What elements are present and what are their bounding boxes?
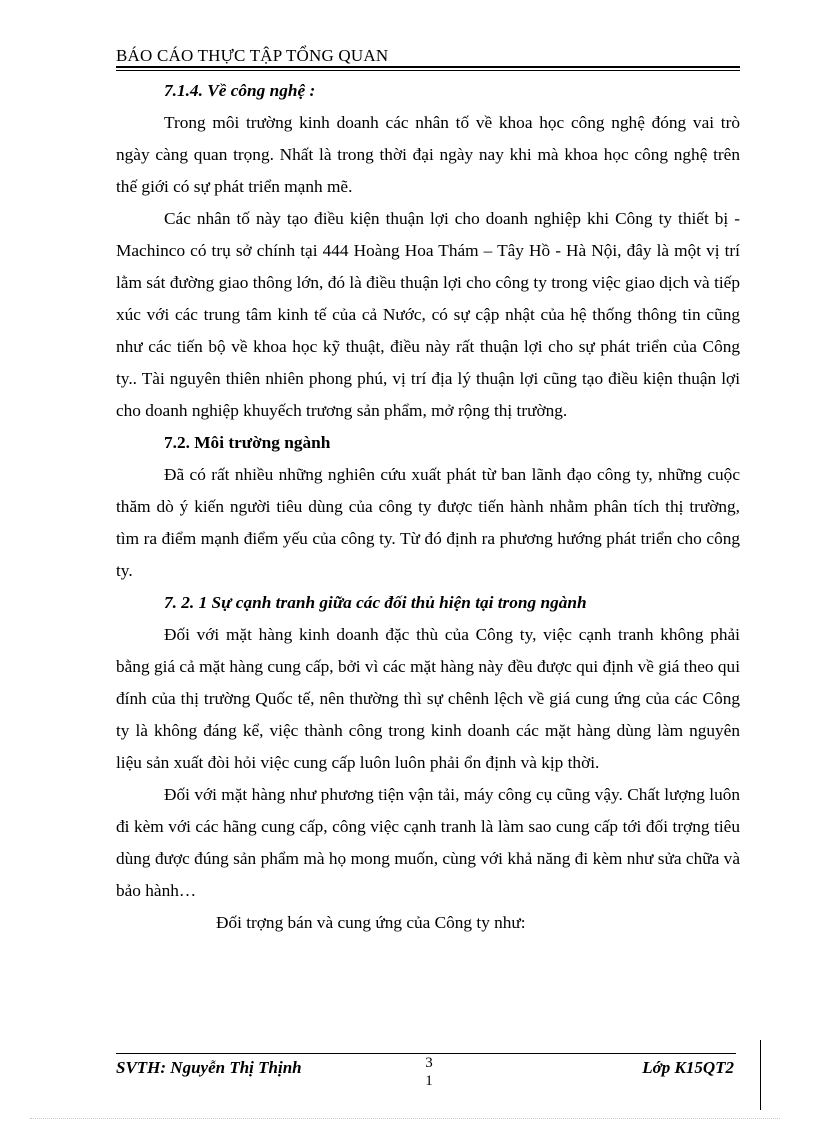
paragraph-technology-location: Các nhân tố này tạo điều kiện thuận lợi cho doanh nghiệp khi Công ty thiết bị - Machinco có trụ sở chính tại 444 Hoàng Hoa Thám – Tây Hồ - Hà Nội, đây là một vị trí lằm sát đường giao thông lớn, đó là điều thuận lợi cho công ty trong việc giao dịch và tiếp xúc với các trung tâm kinh tế của cả Nước, có sự cập nhật của hệ thống thông tin cũng như các tiến bộ về khoa học kỹ thuật, điều này rất thuận lợi cho sự phát triển của Công ty.. Tài nguyên thiên nhiên phong phú, vị trí địa lý thuận lợi cũng tạo điều kiện thuận lợi cho doanh nghiệp khuyếch trương sản phẩm, mở rộng thị trường. bbox=[116, 209, 740, 420]
page-margin-line bbox=[760, 1040, 761, 1110]
paragraph-competition-goods: Đối với mặt hàng kinh doanh đặc thù của Công ty, việc cạnh tranh không phải bằng giá cả mặt hàng cung cấp, bởi vì các mặt hàng này đều được qui định về giá theo qui đính của thị trường Quốc tế, nên thường thì sự chênh lệch về giá cung ứng của các Công ty là không đáng kể, việc thành công trong kinh doanh các mặt hàng dùng làm nguyên liệu sản xuất đòi hỏi việc cung cấp luôn luôn phải ổn định và kịp thời. bbox=[116, 625, 740, 772]
paragraph-industry-research: Đã có rất nhiều những nghiên cứu xuất phát từ ban lãnh đạo công ty, những cuộc thăm dò ý kiến người tiêu dùng của công ty được tiến hành nhằm phân tích thị trường, tìm ra điểm mạnh điểm yếu của công ty. Từ đó định ra phương hướng phát triển cho công ty. bbox=[116, 465, 740, 580]
page-header-title: BÁO CÁO THỰC TẬP TỔNG QUAN bbox=[116, 46, 389, 65]
document-body bbox=[116, 75, 740, 939]
section-heading-competition: 7. 2. 1 Sự cạnh tranh giữa các đối thủ hiện tại trong ngành bbox=[164, 593, 587, 612]
paragraph-technology-intro: Trong môi trường kinh doanh các nhân tố về khoa học công nghệ đóng vai trò ngày càng quan trọng. Nhất là trong thời đại ngày nay khi mà khoa học công nghệ trên thế giới có sự phát triển mạnh mẽ. bbox=[116, 113, 740, 196]
section-heading-industry-environment: 7.2. Môi trường ngành bbox=[164, 433, 331, 452]
paragraph-customers-intro: Đối trợng bán và cung ứng của Công ty như: bbox=[216, 913, 526, 932]
footer-page-number bbox=[418, 1054, 440, 1090]
page-bottom-dotted-border bbox=[30, 1118, 780, 1119]
footer-student-name: SVTH: Nguyễn Thị Thịnh bbox=[116, 1058, 302, 1077]
footer-class-name: Lớp K15QT2 bbox=[642, 1058, 734, 1077]
header-double-rule bbox=[116, 66, 740, 71]
paragraph-competition-vehicles: Đối với mặt hàng như phương tiện vận tải, máy công cụ cũng vậy. Chất lượng luôn đi kèm với các hãng cung cấp, công việc cạnh tranh là làm sao cung cấp tới đối trợng tiêu dùng được đúng sản phẩm mà họ mong muốn, cùng với khả năng đi kèm như sửa chữa và bảo hành… bbox=[116, 785, 740, 900]
page-number-line-1: 3 bbox=[425, 1055, 433, 1071]
section-heading-technology: 7.1.4. Về công nghệ : bbox=[164, 81, 316, 100]
page-number-line-2: 1 bbox=[425, 1073, 433, 1089]
